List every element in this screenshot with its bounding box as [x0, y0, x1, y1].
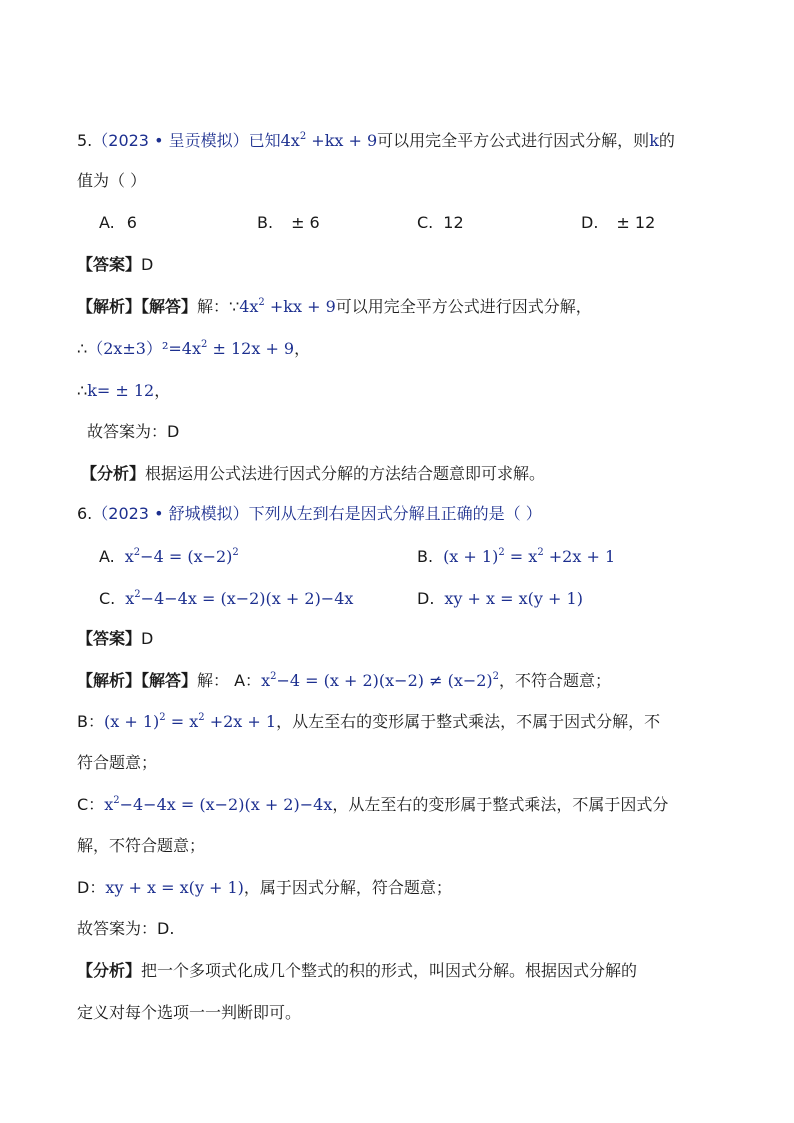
q6-conclusion: 故答案为：D.	[77, 919, 175, 938]
q5-analysis-tag: 【解析】【解答】	[77, 297, 198, 316]
q5-step2: ∴k= ± 12，	[77, 381, 171, 400]
q5-option-d: D. ± 12	[581, 213, 656, 232]
q5-stem-line2: 值为（ ）	[77, 171, 147, 190]
q5-stem-prefix: 已知	[248, 131, 281, 150]
q5-stem-suffix: 可以用完全平方公式进行因式分解，则	[377, 131, 650, 150]
q6-analysis-c: C：$x^2-4-4x = (x-2)(x + 2)-4x$，从左至右的变形属于整式乘法，不属于因式分	[77, 795, 669, 814]
q6-option-a: A. $x^2-4 = (x-2)^2$	[99, 547, 239, 566]
q6-option-c: C. $x^2-4-4x = (x-2)(x + 2)-4x$	[99, 589, 354, 608]
q5-option-c: C. 12	[417, 213, 464, 232]
q6-option-d: D. xy + x = x(y + 1)	[417, 589, 583, 608]
q6-analysis-a: 【解析】【解答】解： A：$x^2-4 = (x + 2)(x-2) \ne (x-2)^2$，不符合题意；	[77, 671, 612, 690]
q5-number: 5.	[77, 131, 93, 150]
q5-answer: 【答案】D	[77, 255, 154, 274]
q6-fenxi: 【分析】把一个多项式化成几个整式的积的形式，叫因式分解。根据因式分解的	[77, 961, 638, 980]
q6-analysis-c2: 解，不符合题意；	[77, 836, 206, 855]
q5-analysis-line1: 【解析】【解答】解：$\because 4x^2 +kx + 9$可以用完全平方公式进行因式分解，	[77, 297, 592, 316]
q5-stem-line1	[77, 130, 675, 152]
q5-expr: $4x^2 +kx + 9$	[280, 131, 378, 150]
q6-analysis-d: D：xy + x = x(y + 1)，属于因式分解，符合题意；	[77, 878, 452, 897]
q6-option-b: B. $(x + 1)^2 = x^2 +2x + 1$	[417, 547, 616, 566]
q5-k-var: k	[649, 131, 659, 150]
q6-stem: 6.（2023 • 舒城模拟）下列从左到右是因式分解且正确的是（ ）	[77, 504, 542, 523]
q6-fenxi-line2: 定义对每个选项一一判断即可。	[77, 1003, 302, 1022]
q5-step1: $\therefore(2x\pm 3)^2=4x^2 \pm 12x + 9$，	[77, 339, 311, 358]
q6-answer: 【答案】D	[77, 629, 154, 648]
q5-fenxi: 【分析】根据运用公式法进行因式分解的方法结合题意即可求解。	[81, 464, 546, 483]
q6-analysis-b: B：$(x + 1)^2 = x^2 +2x + 1$，从左至右的变形属于整式乘法，不属于因式分解，不	[77, 712, 661, 731]
q5-option-b: B. ± 6	[257, 213, 320, 232]
q5-source: （2023 • 呈贡模拟）	[92, 131, 249, 150]
q5-option-a: A. 6	[99, 213, 137, 232]
q6-analysis-b2: 符合题意；	[77, 753, 158, 772]
q5-stem-end: 的	[658, 131, 675, 150]
q5-conclusion: 故答案为：D	[87, 422, 180, 441]
